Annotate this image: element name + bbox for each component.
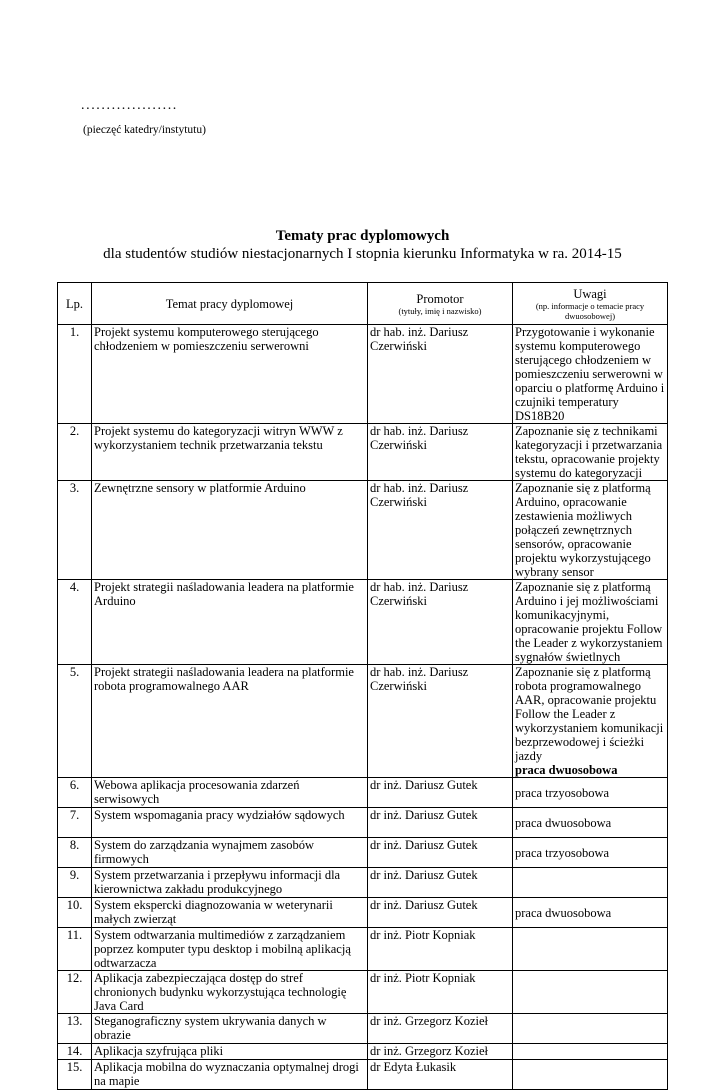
- remarks-text: Zapoznanie się z platformą Arduino, opracowanie zestawienia możliwych połączeń zewnętrznych sensorów, opracowanie projektu wykorzystującego wybrany sensor: [515, 481, 651, 579]
- cell-lp: 10.: [58, 898, 92, 928]
- cell-remarks: [513, 971, 668, 1014]
- header-promoter: Promotor (tytuły, imię i nazwisko): [368, 283, 513, 325]
- cell-remarks: [513, 868, 668, 898]
- cell-topic: Aplikacja szyfrująca pliki: [92, 1044, 368, 1060]
- cell-remarks: [513, 778, 668, 808]
- cell-promoter: dr hab. inż. Dariusz Czerwiński: [368, 580, 513, 665]
- table-row: [58, 778, 668, 808]
- document-subtitle: dla studentów studiów niestacjonarnych I stopnia kierunku Informatyka w ra. 2014-15: [103, 246, 622, 262]
- cell-remarks: [513, 580, 668, 665]
- cell-topic: System wspomagania pracy wydziałów sądowych: [92, 808, 368, 838]
- table-row: [58, 1044, 668, 1060]
- cell-lp: 1.: [58, 325, 92, 424]
- table-row: [58, 1060, 668, 1090]
- cell-promoter: dr inż. Dariusz Gutek: [368, 868, 513, 898]
- cell-topic: Webowa aplikacja procesowania zdarzeń serwisowych: [92, 778, 368, 808]
- cell-lp: 12.: [58, 971, 92, 1014]
- cell-topic: Projekt systemu komputerowego sterującego chłodzeniem w pomieszczeniu serwerowni: [92, 325, 368, 424]
- cell-promoter: dr inż. Grzegorz Kozieł: [368, 1014, 513, 1044]
- cell-promoter: dr inż. Grzegorz Kozieł: [368, 1044, 513, 1060]
- header-promoter-note: (tytuły, imię i nazwisko): [398, 305, 482, 316]
- cell-topic: Projekt strategii naśladowania leadera na platformie Arduino: [92, 580, 368, 665]
- remarks-text: Przygotowanie i wykonanie systemu komputerowego sterującego chłodzeniem w pomieszczeniu serwerowni w oparciu o platformę Arduino i czujniki temperatury DS18B20: [515, 325, 665, 423]
- cell-topic: Aplikacja zabezpieczająca dostęp do stref chronionych budynku wykorzystująca technologię Java Card: [92, 971, 368, 1014]
- cell-remarks: [513, 808, 668, 838]
- table-row: [58, 928, 668, 971]
- cell-promoter: dr inż. Piotr Kopniak: [368, 971, 513, 1014]
- cell-remarks: [513, 1014, 668, 1044]
- remarks-bold-note: praca dwuosobowa: [515, 763, 618, 777]
- cell-topic: Steganograficzny system ukrywania danych w obrazie: [92, 1014, 368, 1044]
- cell-promoter: dr inż. Dariusz Gutek: [368, 778, 513, 808]
- cell-promoter: dr hab. inż. Dariusz Czerwiński: [368, 325, 513, 424]
- table-row: [58, 481, 668, 580]
- cell-lp: 4.: [58, 580, 92, 665]
- cell-promoter: dr inż. Dariusz Gutek: [368, 838, 513, 868]
- cell-lp: 13.: [58, 1014, 92, 1044]
- remarks-text: Zapoznanie się z platformą Arduino i jej możliwościami komunikacyjnymi, opracowanie projektu Follow the Leader z wykorzystaniem sygnałów świetlnych: [515, 580, 663, 664]
- cell-lp: 7.: [58, 808, 92, 838]
- cell-remarks: [513, 928, 668, 971]
- cell-lp: 9.: [58, 868, 92, 898]
- cell-remarks: [513, 665, 668, 778]
- header-lp: Lp.: [58, 283, 92, 325]
- cell-promoter: dr hab. inż. Dariusz Czerwiński: [368, 665, 513, 778]
- table-row: [58, 898, 668, 928]
- cell-topic: System do zarządzania wynajmem zasobów firmowych: [92, 838, 368, 868]
- cell-lp: 3.: [58, 481, 92, 580]
- table-row: [58, 808, 668, 838]
- cell-promoter: dr hab. inż. Dariusz Czerwiński: [368, 424, 513, 481]
- cell-remarks: [513, 325, 668, 424]
- cell-lp: 2.: [58, 424, 92, 481]
- table-header-row: [58, 283, 668, 325]
- table-row: [58, 580, 668, 665]
- cell-remarks: [513, 898, 668, 928]
- thesis-topics-table: [57, 282, 668, 1090]
- cell-topic: Projekt systemu do kategoryzacji witryn WWW z wykorzystaniem technik przetwarzania tekstu: [92, 424, 368, 481]
- stamp-label: (pieczęć katedry/instytutu): [83, 124, 206, 136]
- table-row: [58, 325, 668, 424]
- cell-remarks: [513, 424, 668, 481]
- cell-lp: 14.: [58, 1044, 92, 1060]
- cell-topic: System odtwarzania multimediów z zarządzaniem poprzez komputer typu desktop i mobilną aplikacją odtwarzacza: [92, 928, 368, 971]
- cell-promoter: dr inż. Dariusz Gutek: [368, 898, 513, 928]
- header-remarks-note: (np. informacje o temacie pracy dwuosobowej): [535, 300, 645, 321]
- cell-promoter: dr inż. Dariusz Gutek: [368, 808, 513, 838]
- table-row: [58, 971, 668, 1014]
- remarks-text: Zapoznanie się z technikami kategoryzacji i przetwarzania tekstu, opracowanie projekty systemu do kategoryzacji: [515, 424, 663, 480]
- cell-topic: System przetwarzania i przepływu informacji dla kierownictwa zakładu produkcyjnego: [92, 868, 368, 898]
- cell-remarks: [513, 1060, 668, 1090]
- document-title: Tematy prac dyplomowych: [275, 228, 450, 244]
- cell-lp: 8.: [58, 838, 92, 868]
- table-row: [58, 838, 668, 868]
- table-row: [58, 1014, 668, 1044]
- remarks-text: praca trzyosobowa: [515, 845, 610, 860]
- cell-promoter: dr hab. inż. Dariusz Czerwiński: [368, 481, 513, 580]
- cell-lp: 15.: [58, 1060, 92, 1090]
- remarks-text: Zapoznanie się z platformą robota programowalnego AAR, opracowanie projektu Follow the Leader z wykorzystaniem komunikacji bezprzewodowej i ścieżki jazdy: [515, 665, 664, 763]
- cell-remarks: [513, 481, 668, 580]
- cell-remarks: [513, 838, 668, 868]
- cell-topic: Projekt strategii naśladowania leadera na platformie robota programowalnego AAR: [92, 665, 368, 778]
- cell-promoter: dr Edyta Łukasik: [368, 1060, 513, 1090]
- header-remarks: Uwagi (np. informacje o temacie pracy dwuosobowej): [513, 283, 668, 325]
- table-row: [58, 665, 668, 778]
- remarks-text: praca dwuosobowa: [515, 815, 612, 830]
- cell-lp: 5.: [58, 665, 92, 778]
- table-row: [58, 424, 668, 481]
- cell-promoter: dr inż. Piotr Kopniak: [368, 928, 513, 971]
- stamp-placeholder-dots: ...................: [81, 98, 178, 113]
- remarks-text: praca dwuosobowa: [515, 905, 612, 920]
- cell-topic: Aplikacja mobilna do wyznaczania optymalnej drogi na mapie: [92, 1060, 368, 1090]
- cell-remarks: [513, 1044, 668, 1060]
- remarks-text: praca trzyosobowa: [515, 785, 610, 800]
- cell-lp: 11.: [58, 928, 92, 971]
- cell-topic: Zewnętrzne sensory w platformie Arduino: [92, 481, 368, 580]
- cell-lp: 6.: [58, 778, 92, 808]
- table-row: [58, 868, 668, 898]
- header-topic: Temat pracy dyplomowej: [92, 283, 368, 325]
- cell-topic: System ekspercki diagnozowania w weterynarii małych zwierząt: [92, 898, 368, 928]
